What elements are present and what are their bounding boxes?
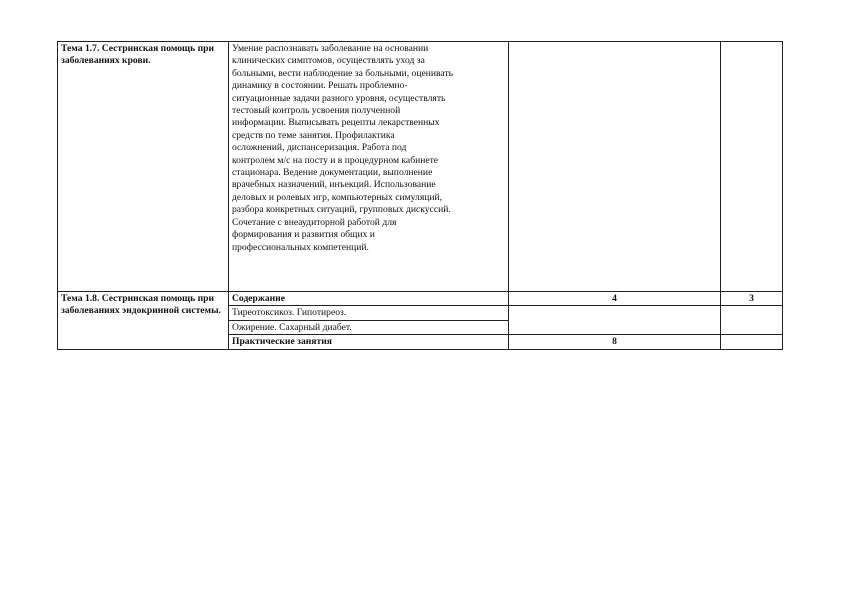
content-line: профессиональных компетенций.: [232, 241, 369, 253]
content-label: Содержание: [229, 292, 509, 306]
content-line: тестовый контроль усвоения полученной: [232, 105, 401, 117]
content-hours: 4: [509, 292, 721, 306]
topic-1-7-content: [229, 42, 509, 292]
curriculum-table: [57, 41, 783, 350]
content-line: информации. Выписывать рецепты лекарственных: [232, 117, 440, 129]
content-line: Сочетание с внеаудиторной работой для: [232, 216, 397, 228]
content-line: формирования и развития общих и: [232, 229, 375, 241]
practice-label: Практические занятия: [229, 335, 509, 349]
content-line: осложнений, диспансеризация. Работа под: [232, 142, 407, 154]
topic-1-8-title: Тема 1.8. Сестринская помощь при заболеваниях эндокринной системы.: [58, 292, 229, 350]
content-line: деловых и ролевых игр, компьютерных симуляций,: [232, 191, 443, 203]
table-row-topic-1-8-content: [58, 292, 783, 306]
content-line: врачебных назначений, инъекций. Использование: [232, 179, 436, 191]
content-line: больными, вести наблюдение за больными, оценивать: [232, 67, 453, 79]
items-level-cell: [721, 306, 783, 335]
content-line: динамику в состоянии. Решать проблемно-: [232, 80, 408, 92]
content-line: разбора конкретных ситуаций, групповых дискуссий.: [232, 204, 451, 216]
content-line: клинических симптомов, осуществлять уход за: [232, 55, 425, 67]
content-line: средств по теме занятия. Профилактика: [232, 129, 395, 141]
table-row-topic-1-7: [58, 42, 783, 292]
content-line: контролем м/с на посту и в процедурном кабинете: [232, 154, 439, 166]
content-level: 3: [721, 292, 783, 306]
content-line: ситуационные задачи разного уровня, осуществлять: [232, 92, 446, 104]
topic-1-7-hours: [509, 42, 721, 292]
practice-hours: 8: [509, 335, 721, 349]
topic-1-8-item-1: Тиреотоксикоз. Гипотиреоз.: [229, 306, 509, 320]
topic-1-8-item-2: Ожирение. Сахарный диабет.: [229, 320, 509, 334]
topic-1-7-level: [721, 42, 783, 292]
content-line: Умение распознавать заболевание на основании: [232, 43, 429, 54]
content-line: стационара. Ведение документации, выполнение: [232, 167, 433, 179]
practice-level: [721, 335, 783, 349]
topic-1-7-title: Тема 1.7. Сестринская помощь при заболеваниях крови.: [58, 42, 229, 292]
items-hours-cell: [509, 306, 721, 335]
